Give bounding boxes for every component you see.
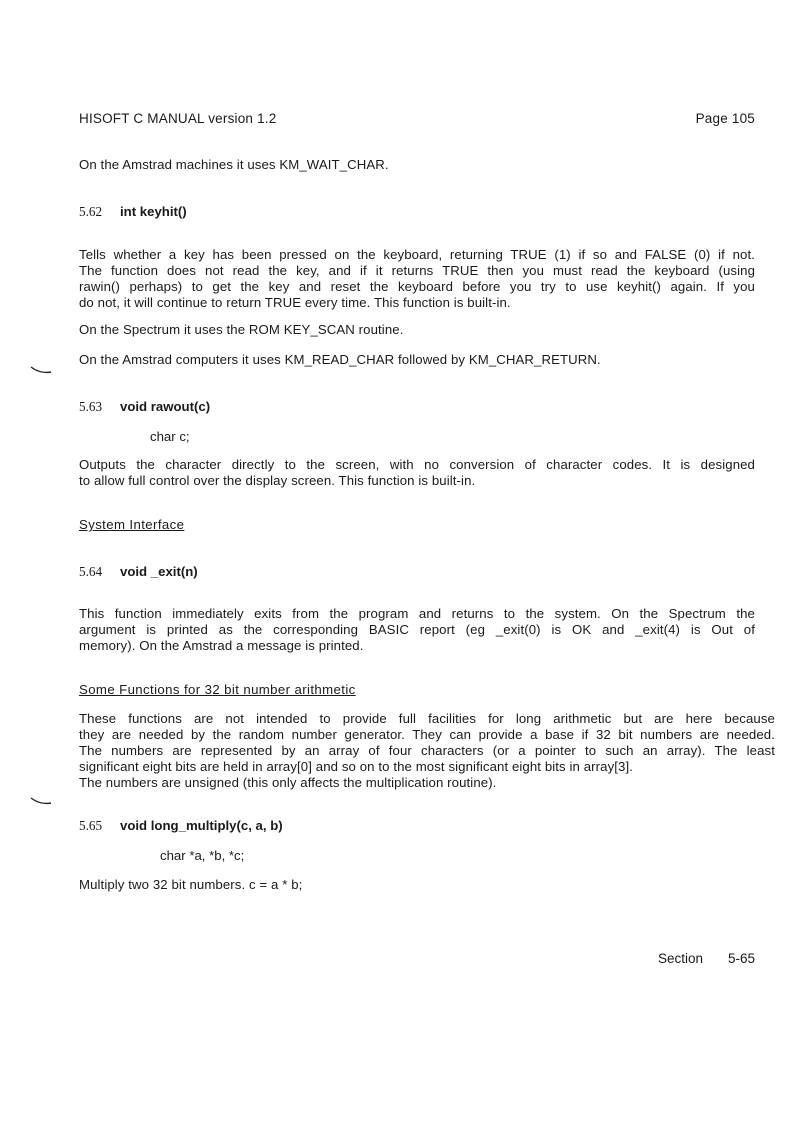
section-number: 5.62 — [79, 204, 103, 219]
text-line: The numbers are represented by an array of four characters (or a pointer to such an array). The least — [79, 743, 775, 758]
function-signature: int keyhit() — [120, 204, 187, 219]
text-line: These functions are not intended to provide full facilities for long arithmetic but are here because — [79, 711, 775, 726]
exit-description — [79, 606, 755, 654]
text-line: This function immediately exits from the program and returns to the system. On the Spectrum the — [79, 606, 755, 621]
text-line: rawin() perhaps) to get the key and reset the keyboard before you try to use keyhit() again. If you — [79, 279, 755, 294]
text-line: they are needed by the random number generator. They can provide a base if 32 bit numbers are needed. — [79, 727, 775, 742]
text-line: to allow full control over the display screen. This function is built-in. — [79, 473, 476, 488]
long-multiply-description: Multiply two 32 bit numbers. c = a * b; — [79, 877, 303, 892]
section-heading-5-65 — [79, 818, 283, 834]
text-line: The numbers are unsigned (this only affects the multiplication routine). — [79, 775, 497, 790]
text-line: argument is printed as the corresponding BASIC report (eg _exit(0) is OK and _exit(4) is Out of — [79, 622, 755, 637]
header-title: HISOFT C MANUAL version 1.2 — [79, 111, 277, 126]
text-line: memory). On the Amstrad a message is printed. — [79, 638, 364, 653]
intro-line: On the Amstrad machines it uses KM_WAIT_CHAR. — [79, 157, 389, 172]
parameter-declaration: char c; — [150, 429, 190, 444]
parameter-declaration: char *a, *b, *c; — [160, 848, 245, 863]
section-number: 5.65 — [79, 818, 103, 833]
text-line: The function does not read the key, and if it returns TRUE then you must read the keyboard (using — [79, 263, 755, 278]
subsection-title-long-arithmetic: Some Functions for 32 bit number arithmetic — [79, 682, 356, 697]
text-line: significant eight bits are held in array[0] and so on to the most significant eight bits in array[3]. — [79, 759, 634, 774]
text-line: do not, it will continue to return TRUE every time. This function is built-in. — [79, 295, 511, 310]
function-signature: void rawout(c) — [120, 399, 211, 414]
section-number: 5.64 — [79, 564, 103, 579]
function-signature: void _exit(n) — [120, 564, 198, 579]
header-page-number: Page 105 — [695, 111, 755, 126]
keyhit-amstrad-note: On the Amstrad computers it uses KM_READ_CHAR followed by KM_CHAR_RETURN. — [79, 352, 601, 367]
text-line: Outputs the character directly to the screen, with no conversion of character codes. It is designed — [79, 457, 755, 472]
text-line: Tells whether a key has been pressed on the keyboard, returning TRUE (1) if so and FALSE (0) if not. — [79, 247, 755, 262]
section-heading-5-63 — [79, 399, 210, 415]
section-number: 5.63 — [79, 399, 103, 414]
section-heading-5-64 — [79, 564, 198, 580]
function-signature: void long_multiply(c, a, b) — [120, 818, 283, 833]
footer-section-label: Section — [658, 951, 704, 966]
margin-mark — [30, 797, 52, 805]
margin-mark — [30, 366, 52, 374]
footer-section-number: 5-65 — [727, 951, 755, 966]
keyhit-spectrum-note: On the Spectrum it uses the ROM KEY_SCAN routine. — [79, 322, 404, 337]
keyhit-description — [79, 247, 755, 311]
subsection-title-system-interface: System Interface — [79, 517, 185, 532]
long-arithmetic-description — [79, 711, 775, 791]
section-heading-5-62 — [79, 204, 187, 220]
rawout-description — [79, 457, 755, 489]
